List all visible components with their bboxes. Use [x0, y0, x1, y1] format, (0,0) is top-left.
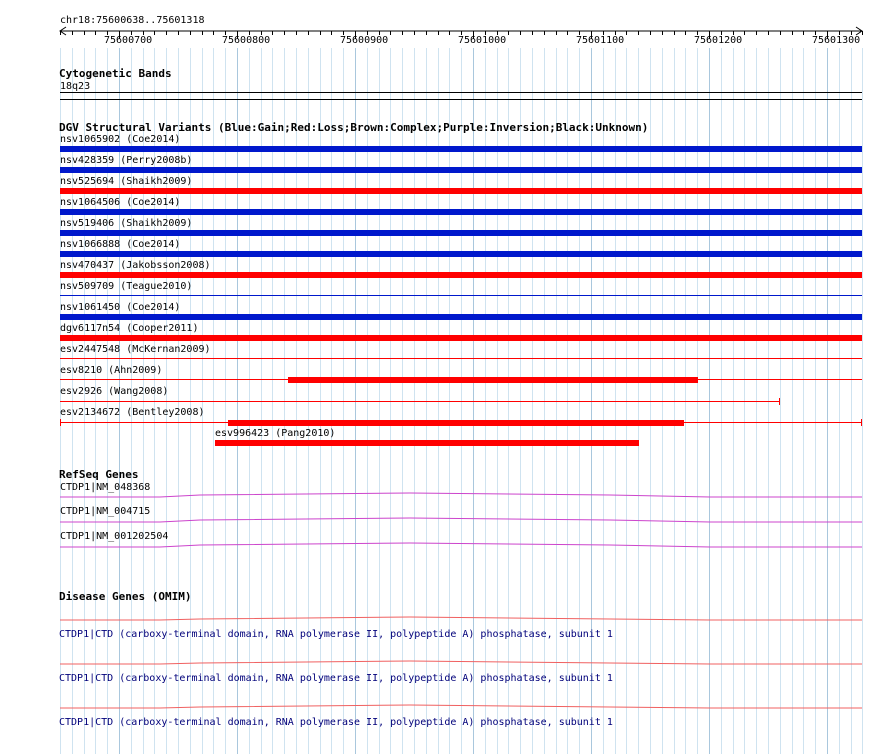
ruler-tick-label: 75601100	[576, 35, 625, 46]
variant-label[interactable]: esv2134672 (Bentley2008)	[60, 407, 205, 418]
ruler-tick-label: 75600900	[340, 35, 389, 46]
variant-label[interactable]: nsv1065902 (Coe2014)	[60, 134, 181, 145]
gene-label[interactable]: CTDP1|NM_001202504	[60, 531, 169, 542]
variant-label[interactable]: esv8210 (Ahn2009)	[60, 365, 163, 376]
omim-gene-label[interactable]: CTDP1|CTD (carboxy-terminal domain, RNA polymerase II, polypeptide A) phosphatase, subunit 1	[59, 717, 613, 728]
ruler-tick-label: 75600800	[222, 35, 271, 46]
omim-gene-label[interactable]: CTDP1|CTD (carboxy-terminal domain, RNA polymerase II, polypeptide A) phosphatase, subunit 1	[59, 673, 613, 684]
track-title-refseq: RefSeq Genes	[59, 468, 139, 481]
cytoband-label[interactable]: 18q23	[60, 81, 91, 92]
ruler-coordinates: chr18:75600638..75601318	[60, 15, 205, 26]
track-title-omim: Disease Genes (OMIM)	[59, 590, 192, 603]
ruler-tick-label: 75601200	[694, 35, 743, 46]
gene-label[interactable]: CTDP1|NM_048368	[60, 482, 151, 493]
track-title-dgv: DGV Structural Variants (Blue:Gain;Red:Loss;Brown:Complex;Purple:Inversion;Black:Unknown)	[59, 121, 649, 134]
omim-gene-label[interactable]: CTDP1|CTD (carboxy-terminal domain, RNA polymerase II, polypeptide A) phosphatase, subunit 1	[59, 629, 613, 640]
variant-label[interactable]: esv2926 (Wang2008)	[60, 386, 169, 397]
ruler-tick-label: 75601000	[458, 35, 507, 46]
variant-label[interactable]: nsv509709 (Teague2010)	[60, 281, 193, 292]
variant-label[interactable]: nsv525694 (Shaikh2009)	[60, 176, 193, 187]
variant-label[interactable]: nsv470437 (Jakobsson2008)	[60, 260, 211, 271]
variant-label[interactable]: nsv1061450 (Coe2014)	[60, 302, 181, 313]
ruler-tick-label: 75601300	[812, 35, 861, 46]
track-title-cytoband: Cytogenetic Bands	[59, 67, 172, 80]
variant-label[interactable]: nsv428359 (Perry2008b)	[60, 155, 193, 166]
variant-label[interactable]: nsv1064506 (Coe2014)	[60, 197, 181, 208]
gene-label[interactable]: CTDP1|NM_004715	[60, 506, 151, 517]
ruler-tick-label: 75600700	[104, 35, 153, 46]
variant-label[interactable]: esv996423 (Pang2010)	[215, 428, 336, 439]
variant-label[interactable]: nsv1066888 (Coe2014)	[60, 239, 181, 250]
variant-label[interactable]: esv2447548 (McKernan2009)	[60, 344, 211, 355]
variant-label[interactable]: dgv6117n54 (Cooper2011)	[60, 323, 199, 334]
variant-label[interactable]: nsv519406 (Shaikh2009)	[60, 218, 193, 229]
